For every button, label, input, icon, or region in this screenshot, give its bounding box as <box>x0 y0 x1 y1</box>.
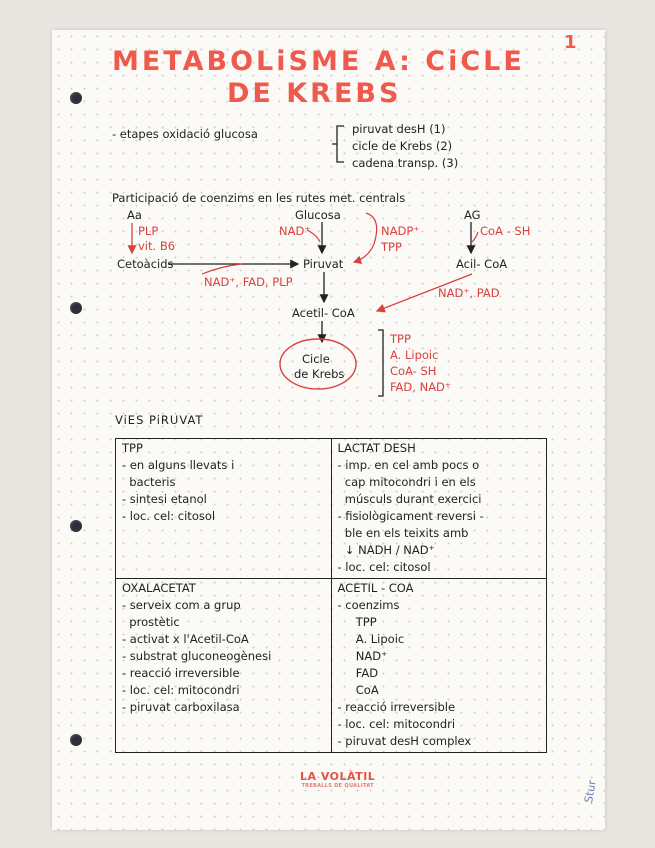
krebs-cofactor: A. Lipoic <box>390 348 439 362</box>
tpp-label: TPP <box>381 240 402 254</box>
acetilcoa-label: Acetil- CoA <box>292 306 355 320</box>
cicle-label-1: Cicle <box>302 352 330 366</box>
cell-line: NAD⁺ <box>337 649 388 663</box>
binder-hole <box>70 734 82 746</box>
page-title: METABOLiSME A: CiCLE <box>112 46 525 77</box>
cell-line: cap mitocondri i en els <box>337 475 476 489</box>
coash-label: CoA - SH <box>480 224 531 238</box>
cell-line: - loc. cel: citosol <box>337 560 431 574</box>
plp-label: PLP <box>138 224 159 238</box>
cell-line: prostètic <box>122 615 180 629</box>
cell-line: - imp. en cel amb pocs o <box>337 458 480 472</box>
krebs-cofactor: CoA- SH <box>390 364 437 378</box>
cell-title: OXALACETAT <box>122 581 196 595</box>
aa-label: Aa <box>127 208 142 222</box>
cell-title: ACETIL - COA <box>337 581 414 595</box>
cell-line: bacteris <box>122 475 176 489</box>
page-number: 1 <box>564 32 577 53</box>
cell-line: ↓ NADH / NAD⁺ <box>337 543 435 557</box>
brand-logo <box>300 770 375 789</box>
cell-line: - en alguns llevats i <box>122 458 235 472</box>
brand-name: LA VOLÀTIL <box>300 770 376 783</box>
brand-tagline: TREBALLS DE QUALITAT <box>301 783 374 789</box>
acil-cofactors: NAD⁺, PAD <box>438 286 500 300</box>
participacio-heading: Participació de coenzims en les rutes met. centrals <box>112 191 406 205</box>
cell-line: - fisiològicament reversi - <box>337 509 484 523</box>
cell-line: - loc. cel: mitocondri <box>122 683 240 697</box>
cell-line: - loc. cel: mitocondri <box>337 717 456 731</box>
cicle-label-2: de Krebs <box>294 367 345 381</box>
cell-lactat <box>331 439 547 579</box>
cell-line: TPP <box>337 615 377 629</box>
cell-line: - loc. cel: citosol <box>122 509 216 523</box>
piruvat-label: Piruvat <box>303 257 344 271</box>
cell-line: - piruvat desH complex <box>337 734 472 748</box>
cell-line: - reacció irreversible <box>337 700 456 714</box>
vies-heading: ViES PiRUVAT <box>115 413 204 427</box>
binder-hole <box>70 520 82 532</box>
cell-line: músculs durant exercici <box>337 492 482 506</box>
cell-line: A. Lipoic <box>337 632 405 646</box>
page-title-line2: DE KREBS <box>227 78 402 109</box>
signature: Stur <box>582 779 599 804</box>
cetoacids-label: Cetoàcids <box>117 257 174 271</box>
etapa-item: piruvat desH (1) <box>352 122 446 136</box>
cell-line: - serveix com a grup <box>122 598 241 612</box>
cell-line: - reacció irreversible <box>122 666 240 680</box>
cetoacid-cofactors: NAD⁺, FAD, PLP <box>204 275 293 289</box>
diagram-arrows <box>52 30 605 430</box>
etapes-label: - etapes oxidació glucosa <box>112 127 258 141</box>
cell-line: CoA <box>337 683 379 697</box>
cell-oxalacetat <box>116 579 332 753</box>
cell-title: TPP <box>122 441 143 455</box>
acilcoa-label: Acil- CoA <box>456 257 508 271</box>
cell-line: - coenzims <box>337 598 400 612</box>
cell-line: - piruvat carboxilasa <box>122 700 240 714</box>
cell-line: - substrat gluconeogènesi <box>122 649 272 663</box>
vitb6-label: vit. B6 <box>138 239 176 253</box>
ag-label: AG <box>464 208 481 222</box>
cell-line: ble en els teixits amb <box>337 526 469 540</box>
etapa-item: cicle de Krebs (2) <box>352 139 453 153</box>
cell-tpp <box>116 439 332 579</box>
glucosa-label: Glucosa <box>295 208 341 222</box>
krebs-cofactor: FAD, NAD⁺ <box>390 380 451 394</box>
vies-piruvat-table <box>115 438 547 753</box>
cell-line: FAD <box>337 666 379 680</box>
nadp-label: NADP⁺ <box>381 224 420 238</box>
etapa-item: cadena transp. (3) <box>352 156 459 170</box>
notebook-page <box>52 30 605 830</box>
cell-line: - sintesi etanol <box>122 492 207 506</box>
cell-line: - activat x l'Acetil-CoA <box>122 632 249 646</box>
nad-label: NAD⁺ <box>279 224 311 238</box>
cell-acetil-coa <box>331 579 547 753</box>
krebs-cofactor: TPP <box>390 332 411 346</box>
cell-title: LACTAT DESH <box>337 441 416 455</box>
